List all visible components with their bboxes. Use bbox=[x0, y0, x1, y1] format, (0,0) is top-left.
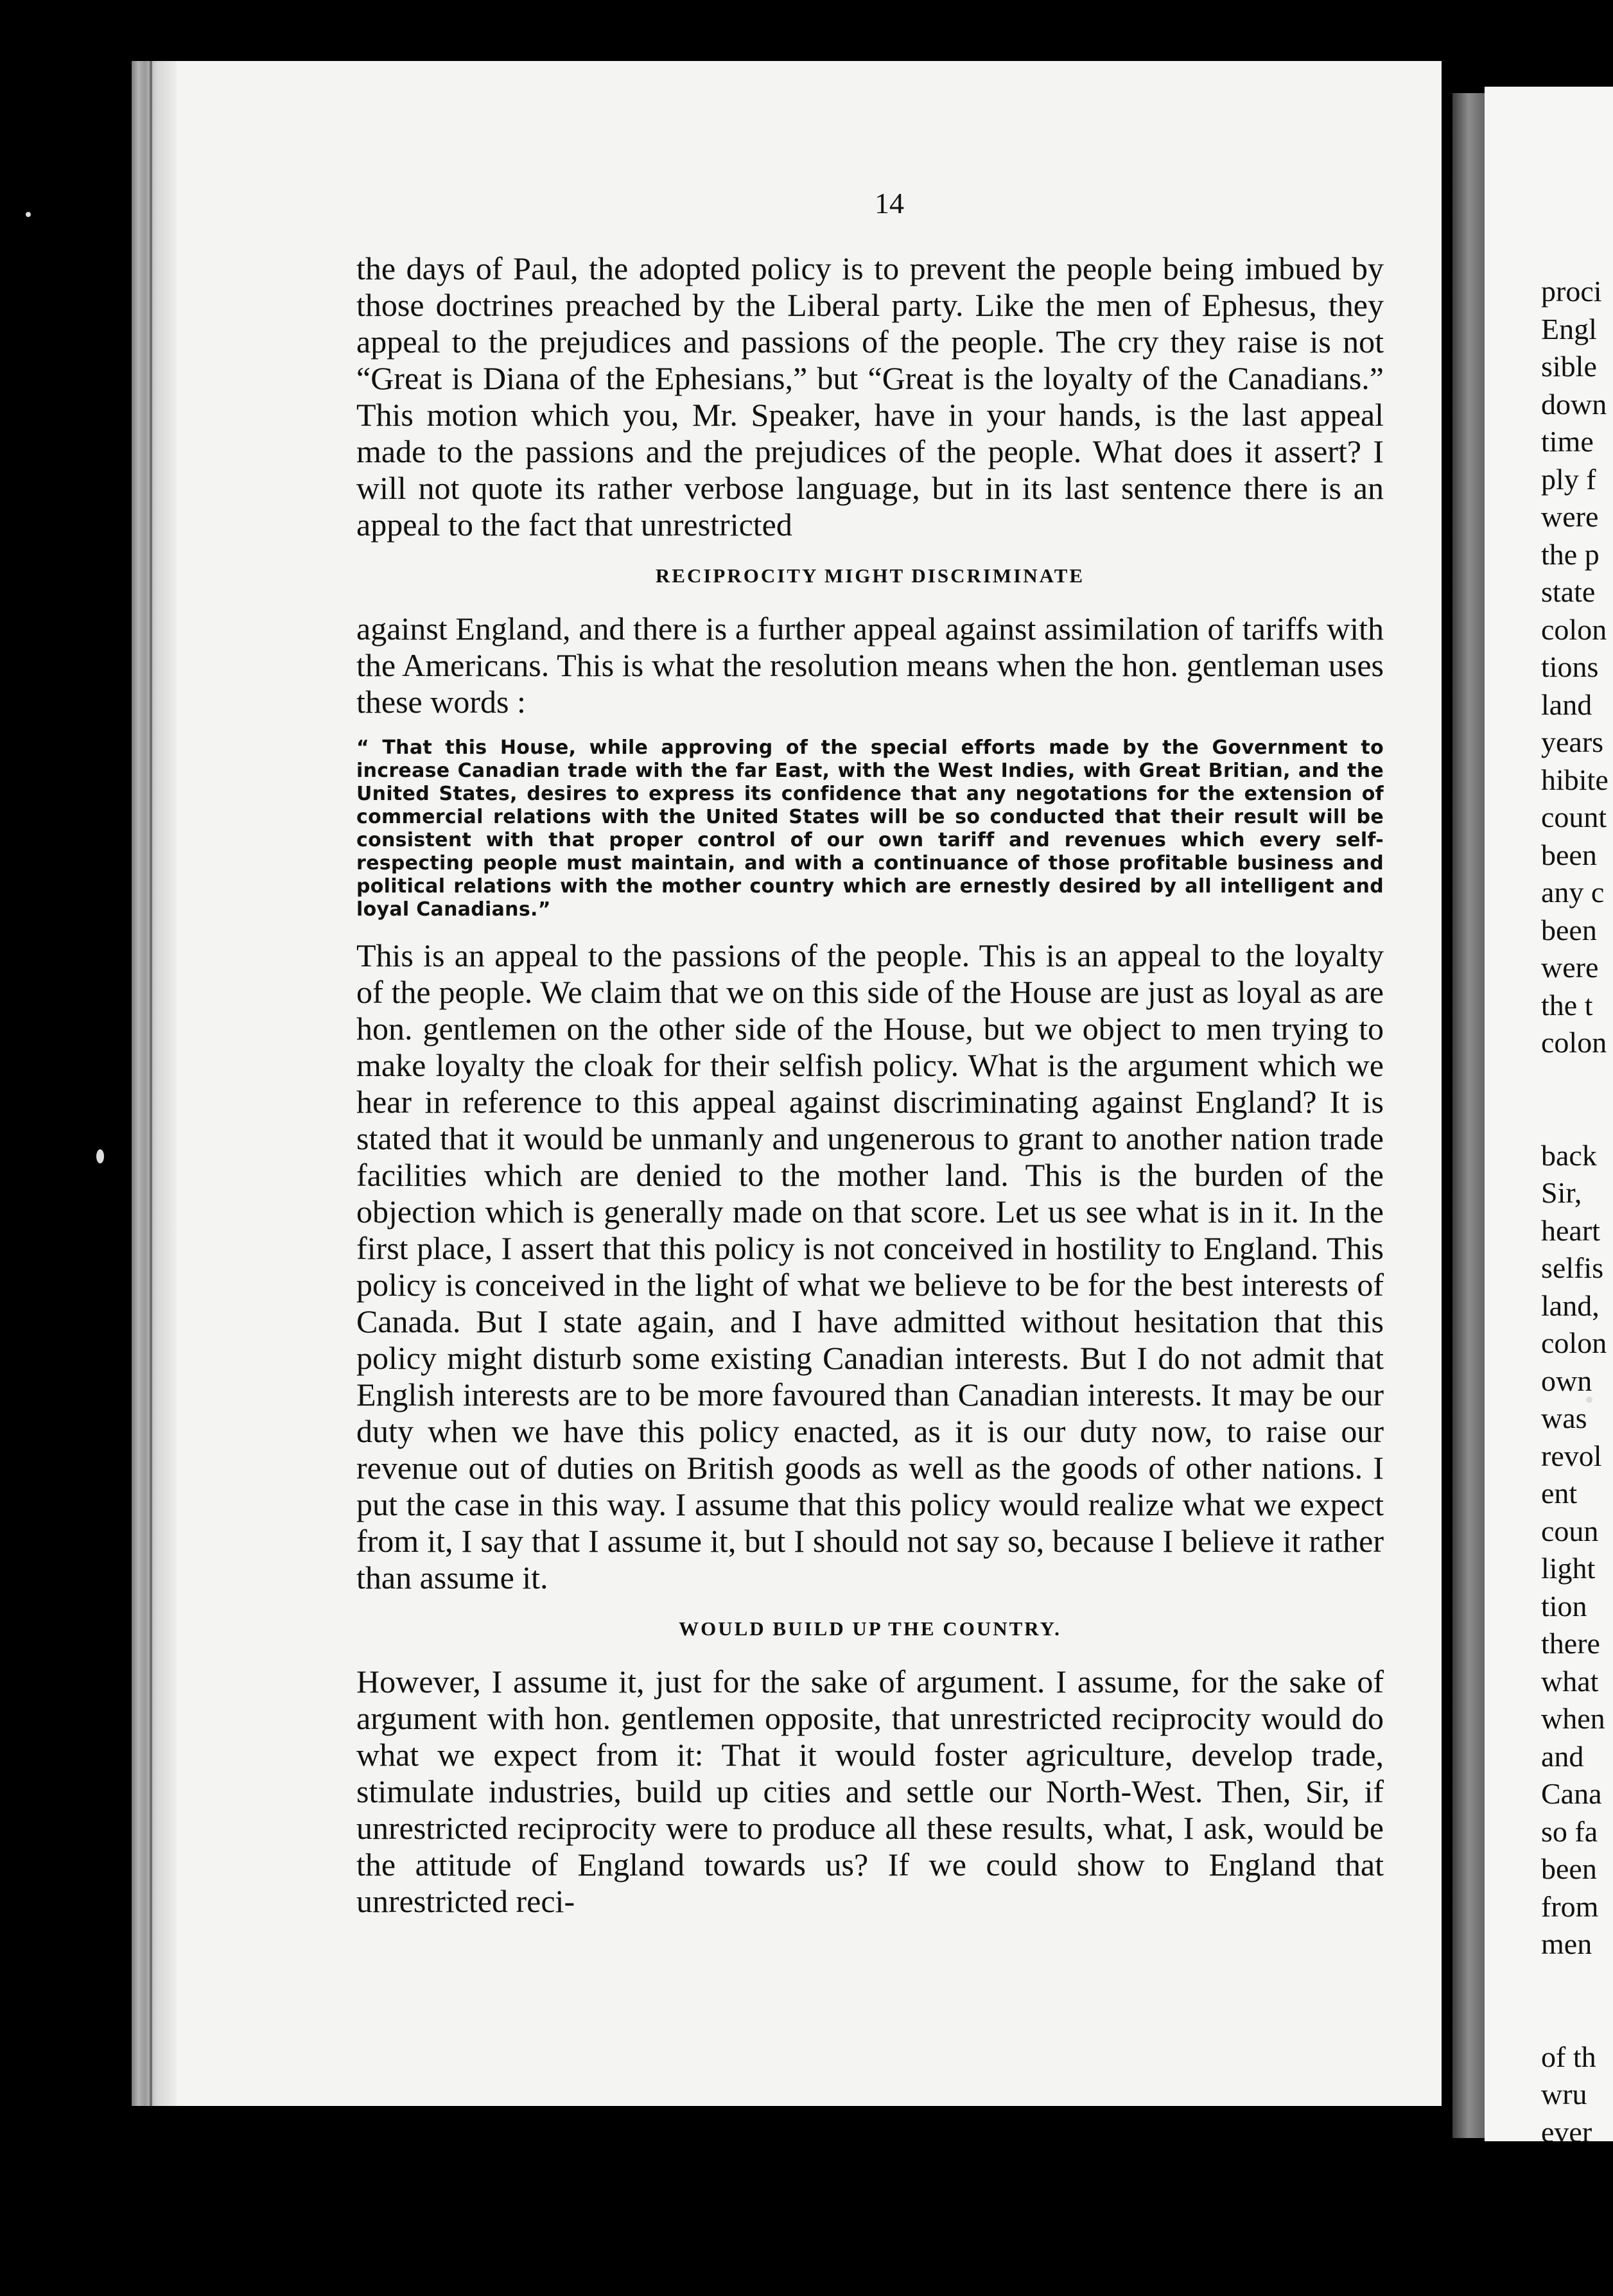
facing-line: so fa bbox=[1541, 1814, 1598, 1848]
facing-line: and bbox=[1541, 1739, 1584, 1773]
page-number: 14 bbox=[875, 187, 904, 220]
scan-speck bbox=[26, 212, 31, 217]
facing-line: proci bbox=[1541, 275, 1602, 308]
resolution-quote: “ That this House, while approving of the special efforts made by the Government to increase Canadian trade with the far East, with the West Indies, with Great Britian, and the United States, desires to express its confidence that any negotations for the extension of commercial relations with the United States will be so conducted that their result will be consistent with that proper control of our own tariff and revenues which every self-respecting people must maintain, and with a continuance of those profitable business and political relations with the mother country which are ernestly desired by all intelligent and loyal Canadians.” bbox=[356, 736, 1384, 921]
facing-line: were bbox=[1541, 951, 1599, 984]
facing-line: was bbox=[1541, 1402, 1587, 1434]
facing-line: state bbox=[1541, 575, 1596, 608]
facing-line: been bbox=[1541, 913, 1597, 946]
facing-line: land bbox=[1541, 688, 1592, 721]
facing-line: been bbox=[1541, 838, 1597, 871]
facing-line: the p bbox=[1541, 537, 1600, 571]
paragraph-1: the days of Paul, the adopted policy is to prevent the people being imbued by those doctrines preached by the Liberal party. Like the men of Ephesus, they appeal to the prejudices and passions of the people. The cry they raise is not “Great is Diana of the Ephesians,” but “Great is the loyalty of the Canadians.” This motion which you, Mr. Speaker, have in your hands, is the last appeal made to the passions and the prejudices of the people. What does it assert? I will not quote its rather verbose language, but in its last sentence there is an appeal to the fact that unrestricted bbox=[356, 250, 1384, 543]
facing-line: any c bbox=[1541, 876, 1605, 909]
facing-line: ply f bbox=[1541, 462, 1596, 496]
facing-line: were bbox=[1541, 500, 1599, 533]
page-text bbox=[356, 250, 1384, 1920]
facing-line: ever bbox=[1541, 2115, 1592, 2141]
facing-line: time bbox=[1541, 425, 1594, 458]
facing-line: back bbox=[1541, 1138, 1597, 1172]
paragraph-4: However, I assume it, just for the sake of argument. I assume, for the sake of argument with hon. gentlemen opposite, that unrestricted reciprocity would do what we expect from it: That it would foster agriculture, develop trade, stimulate industries, build up cities and settle our North-West. Then, Sir, if unrestricted reciprocity were to produce all these results, what, I ask, would be the attitude of England towards us? If we could show to England that unrestricted reci- bbox=[356, 1664, 1384, 1919]
binding-shadow-line bbox=[150, 61, 152, 2106]
facing-line: tions bbox=[1541, 650, 1599, 683]
facing-line: from bbox=[1541, 1890, 1599, 1923]
facing-line: colon bbox=[1541, 1326, 1607, 1359]
facing-page-lines bbox=[1541, 273, 1613, 2141]
facing-line: when bbox=[1541, 1702, 1605, 1735]
facing-line: years bbox=[1541, 726, 1604, 758]
facing-line: the t bbox=[1541, 988, 1593, 1022]
facing-line: Cana bbox=[1541, 1777, 1602, 1810]
facing-line: own bbox=[1541, 1364, 1592, 1397]
facing-line: of th bbox=[1541, 2040, 1596, 2073]
facing-line: been bbox=[1541, 1852, 1597, 1885]
facing-line: what bbox=[1541, 1664, 1599, 1698]
section-heading-2: WOULD BUILD UP THE COUNTRY. bbox=[679, 1617, 1061, 1640]
scan-speck bbox=[96, 1149, 104, 1163]
facing-line: colon bbox=[1541, 1026, 1607, 1059]
facing-line: heart bbox=[1541, 1213, 1600, 1247]
scan-speck bbox=[1586, 1396, 1592, 1403]
facing-gap bbox=[1541, 1099, 1613, 1137]
facing-line: Sir, bbox=[1541, 1176, 1582, 1209]
facing-line: tion bbox=[1541, 1589, 1587, 1622]
facing-line: hibite bbox=[1541, 763, 1609, 796]
facing-line: sible bbox=[1541, 350, 1597, 383]
facing-line: count bbox=[1541, 801, 1607, 833]
facing-gap bbox=[1541, 1062, 1613, 1100]
page-gutter bbox=[1452, 93, 1485, 2138]
facing-line: down bbox=[1541, 387, 1607, 421]
facing-line: there bbox=[1541, 1627, 1600, 1660]
paragraph-3: This is an appeal to the passions of the people. This is an appeal to the loyalty of the people. We claim that we on this side of the House are just as loyal as are hon. gentlemen on the other side of the House, but we object to men trying to make loyalty the cloak for their selfish policy. What is the argument which we hear in reference to this appeal against discriminating against England? It is stated that it would be unmanly and ungenerous to grant to another nation trade facilities which are denied to the mother land. This is the burden of the objection which is generally made on that score. Let us see what is in it. In the first place, I assert that this policy is not conceived in hostility to England. This policy is conceived in the light of what we believe to be for the best interests of Canada. But I state again, and I have admitted without hesitation that this policy might disturb some existing Canadian interests. But I do not admit that English interests are to be more favoured than Canadian interests. It may be our duty when we have this policy enacted, as it is our duty now, to raise our revenue out of duties on British goods as well as the goods of other nations. I put the case in this way. I assume that this policy would realize what we expect from it, I say that I assume it, but I should not say so, because I believe it rather than assume it. bbox=[356, 937, 1384, 1596]
facing-line: men bbox=[1541, 1927, 1592, 1960]
facing-line: revol bbox=[1541, 1439, 1602, 1472]
facing-line: Engl bbox=[1541, 312, 1597, 345]
facing-line: wru bbox=[1541, 2078, 1587, 2110]
facing-line: selfis bbox=[1541, 1251, 1604, 1284]
facing-page bbox=[1485, 87, 1613, 2141]
facing-gap bbox=[1541, 1963, 1613, 2001]
facing-line: colon bbox=[1541, 613, 1607, 646]
facing-gap bbox=[1541, 2001, 1613, 2039]
facing-line: coun bbox=[1541, 1514, 1599, 1547]
facing-line: ent bbox=[1541, 1477, 1578, 1509]
facing-line: light bbox=[1541, 1552, 1596, 1585]
book-binding bbox=[132, 61, 177, 2106]
facing-line: land, bbox=[1541, 1289, 1600, 1322]
section-heading-1: RECIPROCITY MIGHT DISCRIMINATE bbox=[655, 564, 1085, 587]
paragraph-2: against England, and there is a further appeal against assimilation of tariffs with the Americans. This is what the resolution means when the hon. gentleman uses these words : bbox=[356, 611, 1384, 720]
